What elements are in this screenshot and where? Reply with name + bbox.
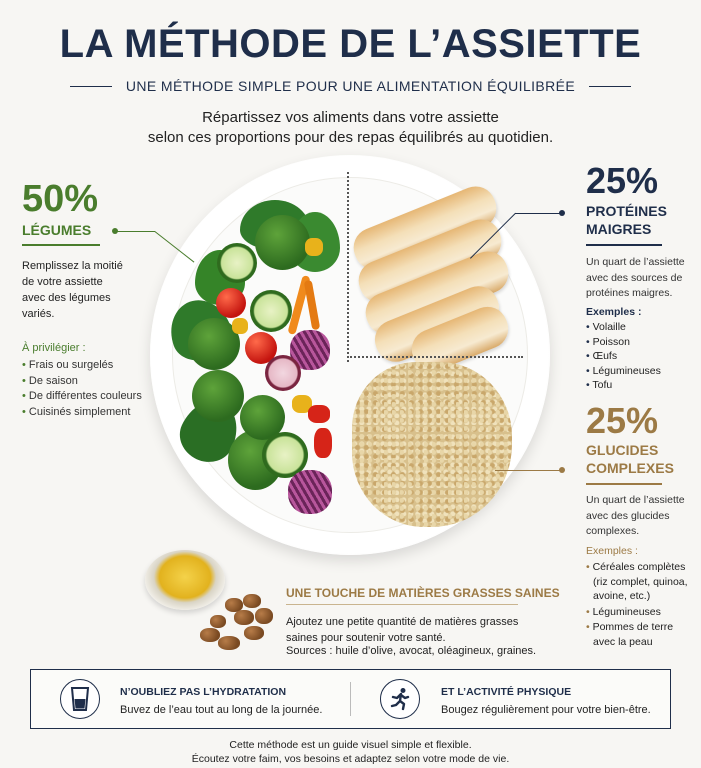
footer-line-1: Cette méthode est un guide visuel simple et flexible. xyxy=(229,739,472,751)
vegetables-description: Remplissez la moitié de votre assiette avec des légumes variés. xyxy=(22,260,123,320)
footer-note xyxy=(0,738,701,766)
proteins-examples-list xyxy=(586,320,686,393)
activity-title: ET L’ACTIVITÉ PHYSIQUE xyxy=(441,686,572,698)
list-item: • De différentes couleurs xyxy=(22,389,142,405)
vegetables-priority-list xyxy=(22,358,142,420)
list-item: • Pommes de terre avec la peau xyxy=(586,620,690,649)
subtitle-rule-left xyxy=(70,86,112,87)
activity-text: Bougez régulièrement pour votre bien-être. xyxy=(441,704,651,716)
fats-description: Ajoutez une petite quantité de matières grasses saines pour soutenir votre santé. xyxy=(286,616,519,644)
olive-oil-bowl-image xyxy=(145,550,225,610)
vegetables-priority-title: À privilégier : xyxy=(22,342,86,354)
carbs-description: Un quart de l’assiette avec des glucides complexes. xyxy=(586,494,685,537)
vegetables-label: LÉGUMES xyxy=(22,222,92,238)
footer-line-2: Écoutez votre faim, vos besoins et adaptez selon votre mode de vie. xyxy=(191,753,510,765)
quinoa-image xyxy=(352,362,512,527)
list-item: • Poisson xyxy=(586,335,686,350)
proteins-label-line-2: MAIGRES xyxy=(586,221,652,237)
hydration-text: Buvez de l’eau tout au long de la journée. xyxy=(120,704,323,716)
protein-connector-line xyxy=(515,213,560,214)
tips-divider xyxy=(350,682,351,716)
page-title: LA MÉTHODE DE L’ASSIETTE xyxy=(59,22,642,66)
carbs-examples-title: Exemples : xyxy=(586,545,638,557)
intro-line-2: selon ces proportions pour des repas équilibrés au quotidien. xyxy=(147,129,554,146)
proteins-examples-title: Exemples : xyxy=(586,306,642,318)
carb-connector-line xyxy=(495,470,560,471)
fats-rule xyxy=(286,604,518,605)
carbs-label-line-1: GLUCIDES xyxy=(586,442,659,458)
subtitle-rule-right xyxy=(589,86,631,87)
carbs-label-line-2: COMPLEXES xyxy=(586,460,674,476)
carbs-percent: 25% xyxy=(586,400,659,441)
subtitle-row xyxy=(70,76,631,96)
proteins-rule xyxy=(586,244,662,246)
carbs-label xyxy=(586,441,686,477)
proteins-percent: 25% xyxy=(586,160,659,201)
fats-sources: Sources : huile d’olive, avocat, oléagineux, graines. xyxy=(286,645,537,657)
list-item: • Frais ou surgelés xyxy=(22,358,142,374)
carbs-examples-list xyxy=(586,560,690,650)
vegetables-rule xyxy=(22,244,100,246)
list-item: • Céréales complètes (riz complet, quinoa, avoine, etc.) xyxy=(586,560,690,604)
intro-text xyxy=(0,108,701,148)
proteins-description: Un quart de l’assiette avec des sources de protéines maigres. xyxy=(586,256,685,299)
list-item: • Légumineuses xyxy=(586,605,690,620)
proteins-label xyxy=(586,202,686,238)
carbs-rule xyxy=(586,483,662,485)
list-item: • Tofu xyxy=(586,378,686,393)
water-glass-icon xyxy=(60,679,100,719)
list-item: • Œufs xyxy=(586,349,686,364)
list-item: • Volaille xyxy=(586,320,686,335)
list-item: • De saison xyxy=(22,374,142,390)
plate-divider-vertical xyxy=(347,172,349,362)
veg-connector-line xyxy=(115,231,155,232)
vegetables-percent: 50% xyxy=(22,178,99,220)
proteins-label-line-1: PROTÉINES xyxy=(586,203,667,219)
plate-divider-horizontal xyxy=(347,356,523,358)
list-item: • Cuisinés simplement xyxy=(22,405,142,421)
running-person-icon xyxy=(380,679,420,719)
intro-line-1: Répartissez vos aliments dans votre assiette xyxy=(202,109,499,126)
list-item: • Légumineuses xyxy=(586,364,686,379)
fats-title: UNE TOUCHE DE MATIÈRES GRASSES SAINES xyxy=(286,586,560,600)
hydration-title: N’OUBLIEZ PAS L’HYDRATATION xyxy=(120,686,287,698)
subtitle: UNE MÉTHODE SIMPLE POUR UNE ALIMENTATION ÉQUILIBRÉE xyxy=(125,78,576,94)
